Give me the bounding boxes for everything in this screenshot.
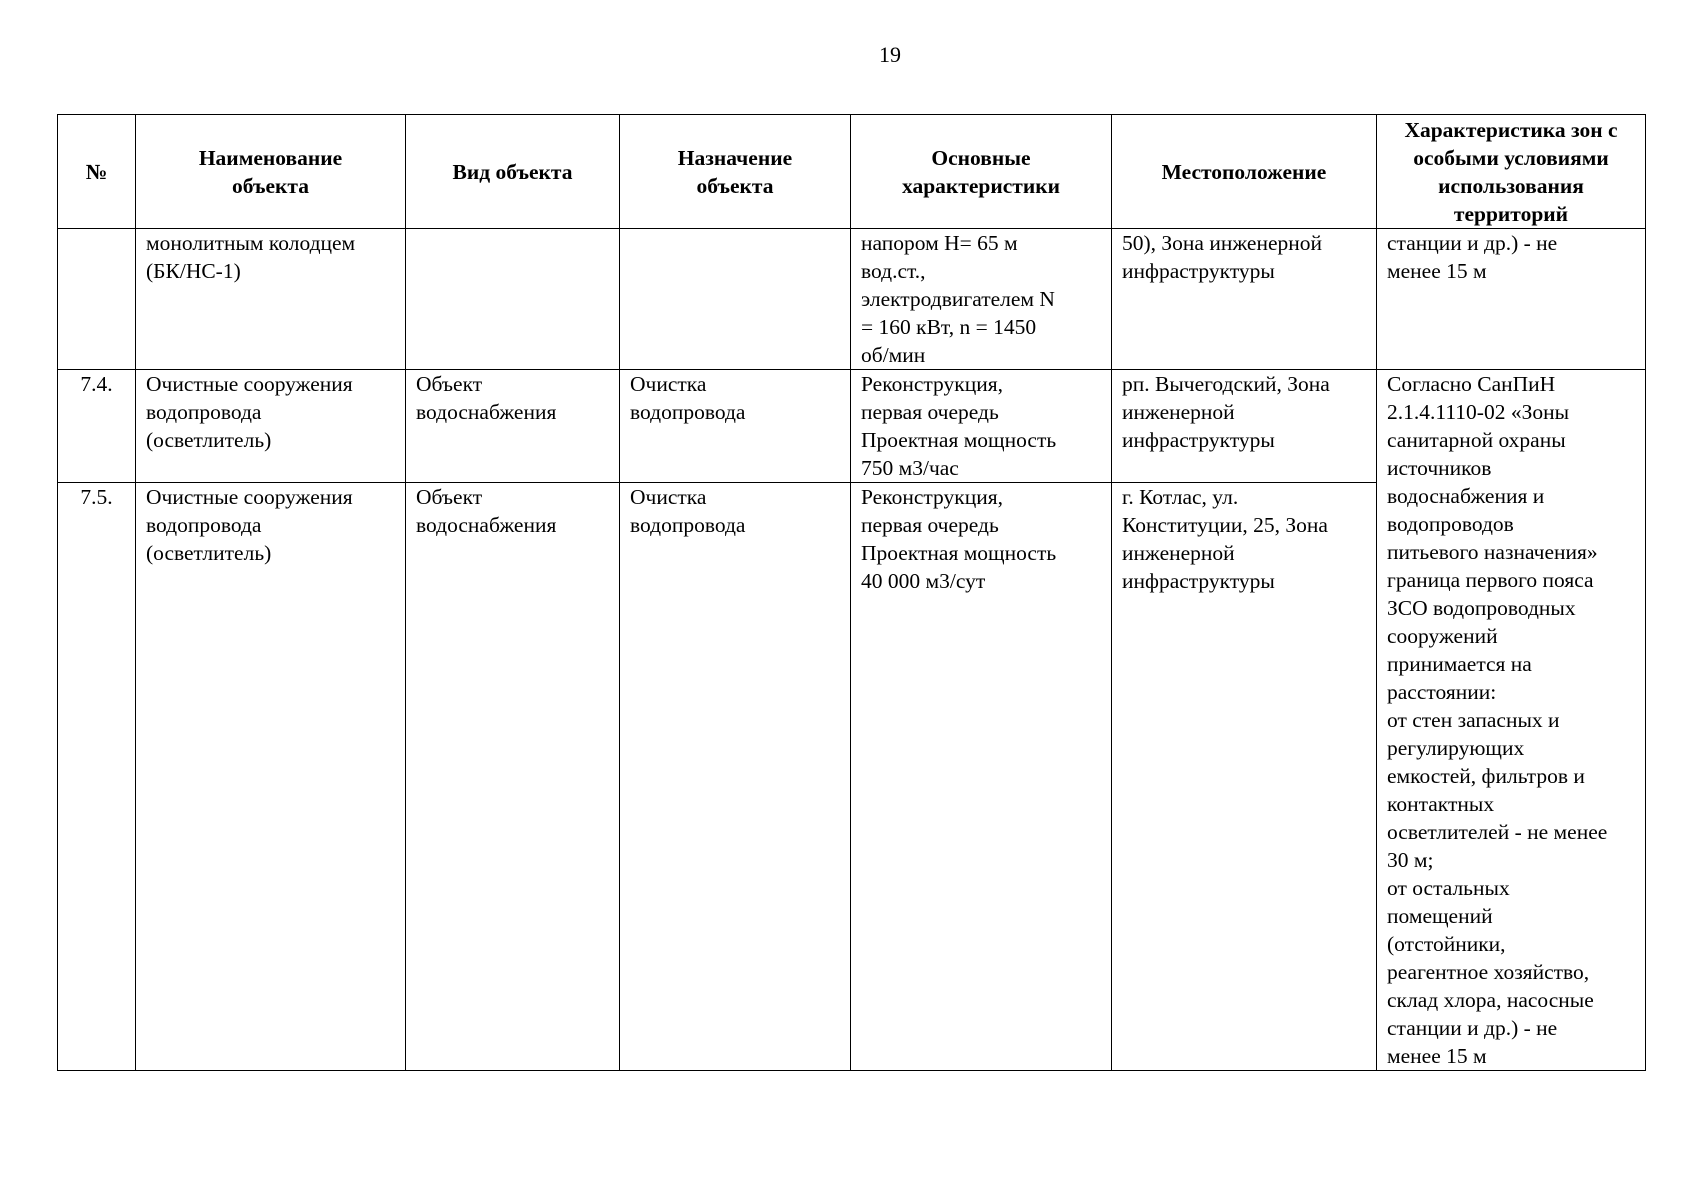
object-name-cell: Очистные сооружения водопровода (осветлитель) xyxy=(136,370,406,483)
object-purpose-cell: Очистка водопровода xyxy=(620,483,851,1071)
header-main-characteristics: Основные характеристики xyxy=(851,115,1112,229)
header-number: № xyxy=(58,115,136,229)
zones-cell: станции и др.) - не менее 15 м xyxy=(1377,229,1646,370)
location-cell: г. Котлас, ул. Конституции, 25, Зона инженерной инфраструктуры xyxy=(1112,483,1377,1071)
table-row xyxy=(58,370,1646,483)
zones-cell-merged: Согласно СанПиН 2.1.4.1110-02 «Зоны санитарной охраны источников водоснабжения и водопроводов питьевого назначения» граница первого пояса ЗСО водопроводных сооружений принимается на расстоянии: от стен запасных и регулирующих емкостей, фильтров и контактных осветлителей - не менее 30 м; от остальных помещений (отстойники, реагентное хозяйство, склад хлора, насосные станции и др.) - не менее 15 м xyxy=(1377,370,1646,1071)
object-type-cell xyxy=(406,229,620,370)
header-object-type: Вид объекта xyxy=(406,115,620,229)
location-cell: 50), Зона инженерной инфраструктуры xyxy=(1112,229,1377,370)
characteristics-cell: Реконструкция, первая очередь Проектная мощность 750 м3/час xyxy=(851,370,1112,483)
object-name-cell: монолитным колодцем (БК/НС-1) xyxy=(136,229,406,370)
object-purpose-cell xyxy=(620,229,851,370)
header-object-name: Наименование объекта xyxy=(136,115,406,229)
object-type-cell: Объект водоснабжения xyxy=(406,370,620,483)
table-header-row xyxy=(58,115,1646,229)
object-type-cell: Объект водоснабжения xyxy=(406,483,620,1071)
header-location: Местоположение xyxy=(1112,115,1377,229)
object-purpose-cell: Очистка водопровода xyxy=(620,370,851,483)
objects-table xyxy=(57,114,1646,1071)
location-cell: рп. Вычегодский, Зона инженерной инфраструктуры xyxy=(1112,370,1377,483)
row-number-cell xyxy=(58,229,136,370)
page-number: 19 xyxy=(879,42,901,67)
table-row xyxy=(58,229,1646,370)
row-number-cell: 7.5. xyxy=(58,483,136,1071)
object-name-cell: Очистные сооружения водопровода (осветлитель) xyxy=(136,483,406,1071)
header-object-purpose: Назначение объекта xyxy=(620,115,851,229)
characteristics-cell: Реконструкция, первая очередь Проектная мощность 40 000 м3/сут xyxy=(851,483,1112,1071)
row-number-cell: 7.4. xyxy=(58,370,136,483)
header-zone-characteristics: Характеристика зон с особыми условиями использования территорий xyxy=(1377,115,1646,229)
characteristics-cell: напором Н= 65 м вод.ст., электродвигателем N = 160 кВт, n = 1450 об/мин xyxy=(851,229,1112,370)
